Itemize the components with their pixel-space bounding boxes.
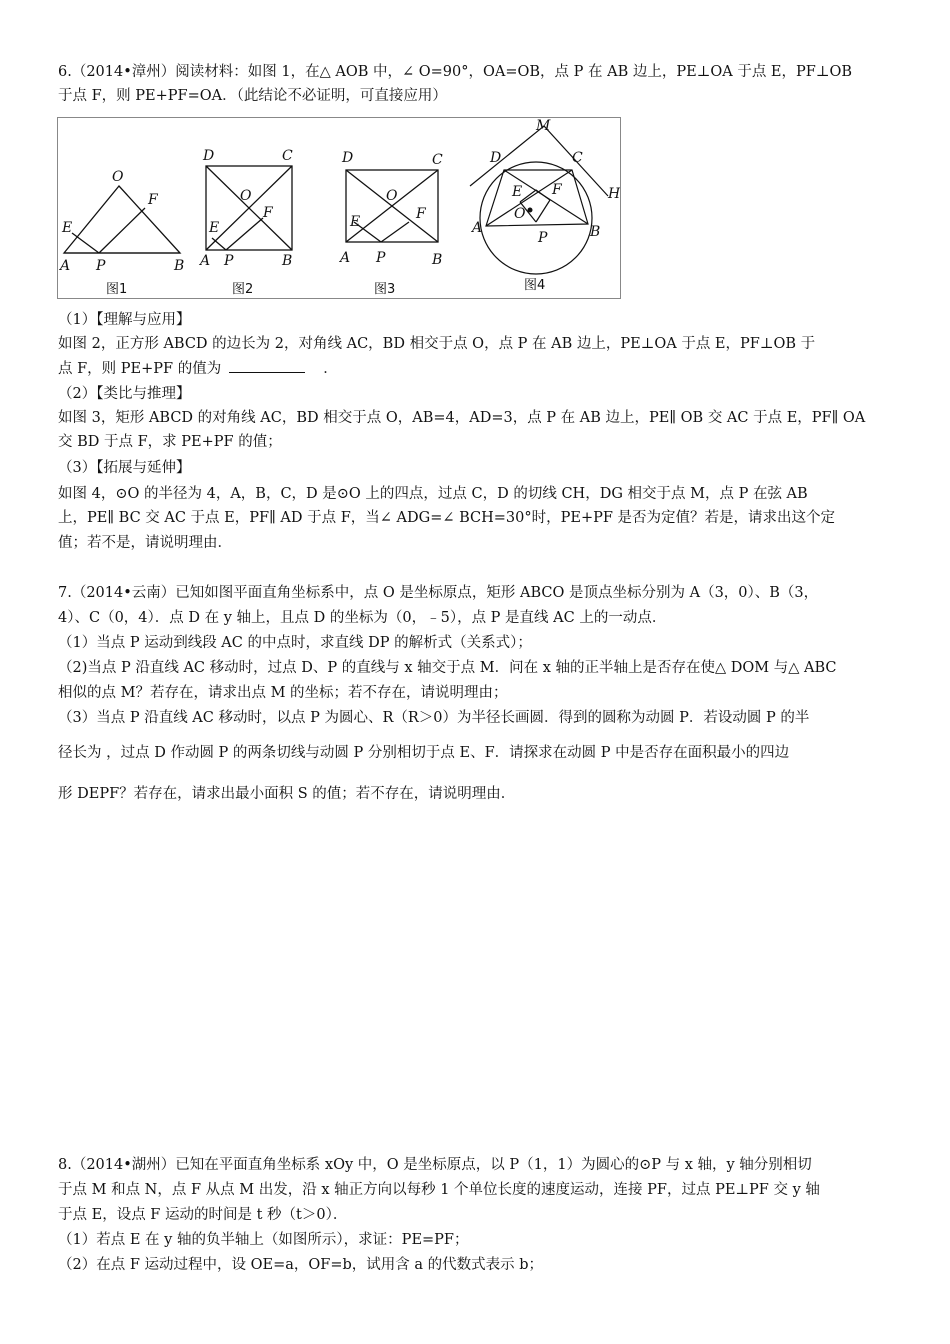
fig3-caption: 图3 <box>374 282 396 297</box>
fig3-label-O: O <box>386 188 398 204</box>
q7-part3-line-1: （3）当点 P 沿直线 AC 移动时，以点 P 为圆心、R（R＞0）为半径长画圆．得到的圆称为动圆 P．若设动圆 P 的半 <box>58 710 810 726</box>
fig2-label-A: A <box>200 253 211 269</box>
figures-svg <box>58 118 620 298</box>
q6-part2-line-2: 交 BD 于点 F，求 PE+PF 的值； <box>58 434 282 450</box>
figure-4 <box>470 126 608 274</box>
fig4-label-D: D <box>490 150 502 166</box>
q8-line-1: 8.（2014•湖州）已知在平面直角坐标系 xOy 中，O 是坐标原点，以 P（1，1）为圆心的⊙P 与 x 轴，y 轴分别相切 <box>58 1157 812 1173</box>
fig4-label-A: A <box>472 220 483 236</box>
q8-line-2: 于点 M 和点 N，点 F 从点 M 出发，沿 x 轴正方向以每秒 1 个单位长度的速度运动，连接 PF，过点 PE⊥PF 交 y 轴 <box>58 1182 820 1198</box>
q7-part3-line-3: 形 DEPF？若存在，请求出最小面积 S 的值；若不存在，请说明理由． <box>58 786 516 802</box>
fig2-PE <box>212 238 226 250</box>
q6-line-1: 6.（2014•漳州）阅读材料：如图 1，在△ AOB 中，∠ O=90°，OA=OB，点 P 在 AB 边上，PE⊥OA 于点 E，PF⊥OB <box>58 64 853 80</box>
q6-part3-heading: （3）【拓展与延伸】 <box>58 460 191 476</box>
answer-blank <box>229 358 305 373</box>
q8-line-3: 于点 E，设点 F 运动的时间是 t 秒（t＞0）． <box>58 1207 348 1223</box>
figure-2 <box>206 166 292 250</box>
figure-panel <box>57 117 621 299</box>
fig3-label-E: E <box>350 214 361 230</box>
q8-part2: （2）在点 F 运动过程中，设 OE=a，OF=b，试用含 a 的代数式表示 b； <box>58 1257 544 1273</box>
fig4-label-H: H <box>608 186 620 202</box>
fig4-label-C: C <box>572 150 583 166</box>
fig1-PF <box>99 208 145 253</box>
q6-part1-line-2 <box>58 358 898 379</box>
fig4-label-M: M <box>536 118 551 134</box>
q6-part3-line-3: 值；若不是，请说明理由． <box>58 535 232 551</box>
fig2-caption: 图2 <box>232 282 254 297</box>
q8-part1: （1）若点 E 在 y 轴的负半轴上（如图所示），求证：PE=PF； <box>58 1232 469 1248</box>
q7-line-1: 7.（2014•云南）已知如图平面直角坐标系中，点 O 是坐标原点，矩形 ABCO 是顶点坐标分别为 A（3，0）、B（3， <box>58 585 819 601</box>
fig4-label-P: P <box>538 230 548 246</box>
fig1-triangle-AOB <box>64 186 180 253</box>
fig3-label-D: D <box>342 150 354 166</box>
q6-part3-line-1: 如图 4，⊙O 的半径为 4，A，B，C，D 是⊙O 上的四点，过点 C，D 的切线 CH，DG 相交于点 M，点 P 在弦 AB <box>58 486 808 502</box>
fig4-label-F: F <box>552 182 562 198</box>
fig3-PF <box>381 222 409 242</box>
fig4-label-B: B <box>590 224 601 240</box>
fig4-chord-AC <box>486 170 572 226</box>
fig1-PE <box>72 233 99 253</box>
figure-1 <box>64 186 180 253</box>
fig1-label-P: P <box>96 258 106 274</box>
fig1-caption: 图1 <box>106 282 128 297</box>
fig1-label-E: E <box>62 220 73 236</box>
q7-part3-line-2: 径长为 ，过点 D 作动圆 P 的两条切线与动圆 P 分别相切于点 E、F．请探求在动圆 P 中是否存在面积最小的四边 <box>58 745 790 761</box>
q7-part1: （1）当点 P 运动到线段 AC 的中点时，求直线 DP 的解析式（关系式）； <box>58 635 532 651</box>
fig1-label-A: A <box>60 258 71 274</box>
q6-part1-line-1: 如图 2，正方形 ABCD 的边长为 2，对角线 AC，BD 相交于点 O，点 P 在 AB 边上，PE⊥OA 于点 E，PF⊥OB 于 <box>58 336 816 352</box>
fig3-label-C: C <box>432 152 443 168</box>
fig3-label-F: F <box>416 206 426 222</box>
q6-part2-line-1: 如图 3，矩形 ABCD 的对角线 AC，BD 相交于点 O，AB=4，AD=3，点 P 在 AB 边上，PE∥ OB 交 AC 于点 E，PF∥ OA <box>58 410 866 426</box>
q7-line-2: 4）、C（0，4）．点 D 在 y 轴上，且点 D 的坐标为（0，﹣5），点 P 是直线 AC 上的一动点． <box>58 610 667 626</box>
q7-part2-line-1: （2)当点 P 沿直线 AC 移动时，过点 D、P 的直线与 x 轴交于点 M．问在 x 轴的正半轴上是否存在使△ DOM 与△ ABC <box>58 660 837 676</box>
q7-part2-line-2: 相似的点 M？若存在，请求出点 M 的坐标；若不存在，请说明理由； <box>58 685 508 701</box>
q6-part3-line-2: 上，PE∥ BC 交 AC 于点 E，PF∥ AD 于点 F，当∠ ADG=∠ BCH=30°时，PE+PF 是否为定值？若是，请求出这个定 <box>58 510 836 526</box>
fig2-label-F: F <box>263 205 273 221</box>
fig1-label-O: O <box>112 169 124 185</box>
fig3-label-P: P <box>376 250 386 266</box>
fig3-label-A: A <box>340 250 351 266</box>
fig4-label-O: O <box>514 206 526 222</box>
fig2-label-C: C <box>282 148 293 164</box>
fig2-PF <box>226 218 263 250</box>
fig1-label-B: B <box>174 258 185 274</box>
q6-part1-text: 点 F，则 PE+PF 的值为 <box>58 361 222 377</box>
fig4-caption: 图4 <box>524 278 546 293</box>
q6-line-2: 于点 F，则 PE+PF=OA．（此结论不必证明，可直接应用） <box>58 88 447 104</box>
fig4-center-dot <box>528 208 533 213</box>
fig2-label-D: D <box>203 148 215 164</box>
fig2-label-B: B <box>282 253 293 269</box>
fig1-label-F: F <box>148 192 158 208</box>
fig3-label-B: B <box>432 252 443 268</box>
q6-part1-period: ． <box>323 361 338 377</box>
fig2-label-P: P <box>224 253 234 269</box>
fig4-quad-ABCD <box>486 170 588 226</box>
fig2-label-E: E <box>209 220 220 236</box>
fig2-label-O: O <box>240 188 252 204</box>
fig4-label-E: E <box>512 184 523 200</box>
q6-part2-heading: （2）【类比与推理】 <box>58 386 191 402</box>
fig4-PF <box>536 200 550 222</box>
q6-part1-heading: （1）【理解与应用】 <box>58 312 191 328</box>
